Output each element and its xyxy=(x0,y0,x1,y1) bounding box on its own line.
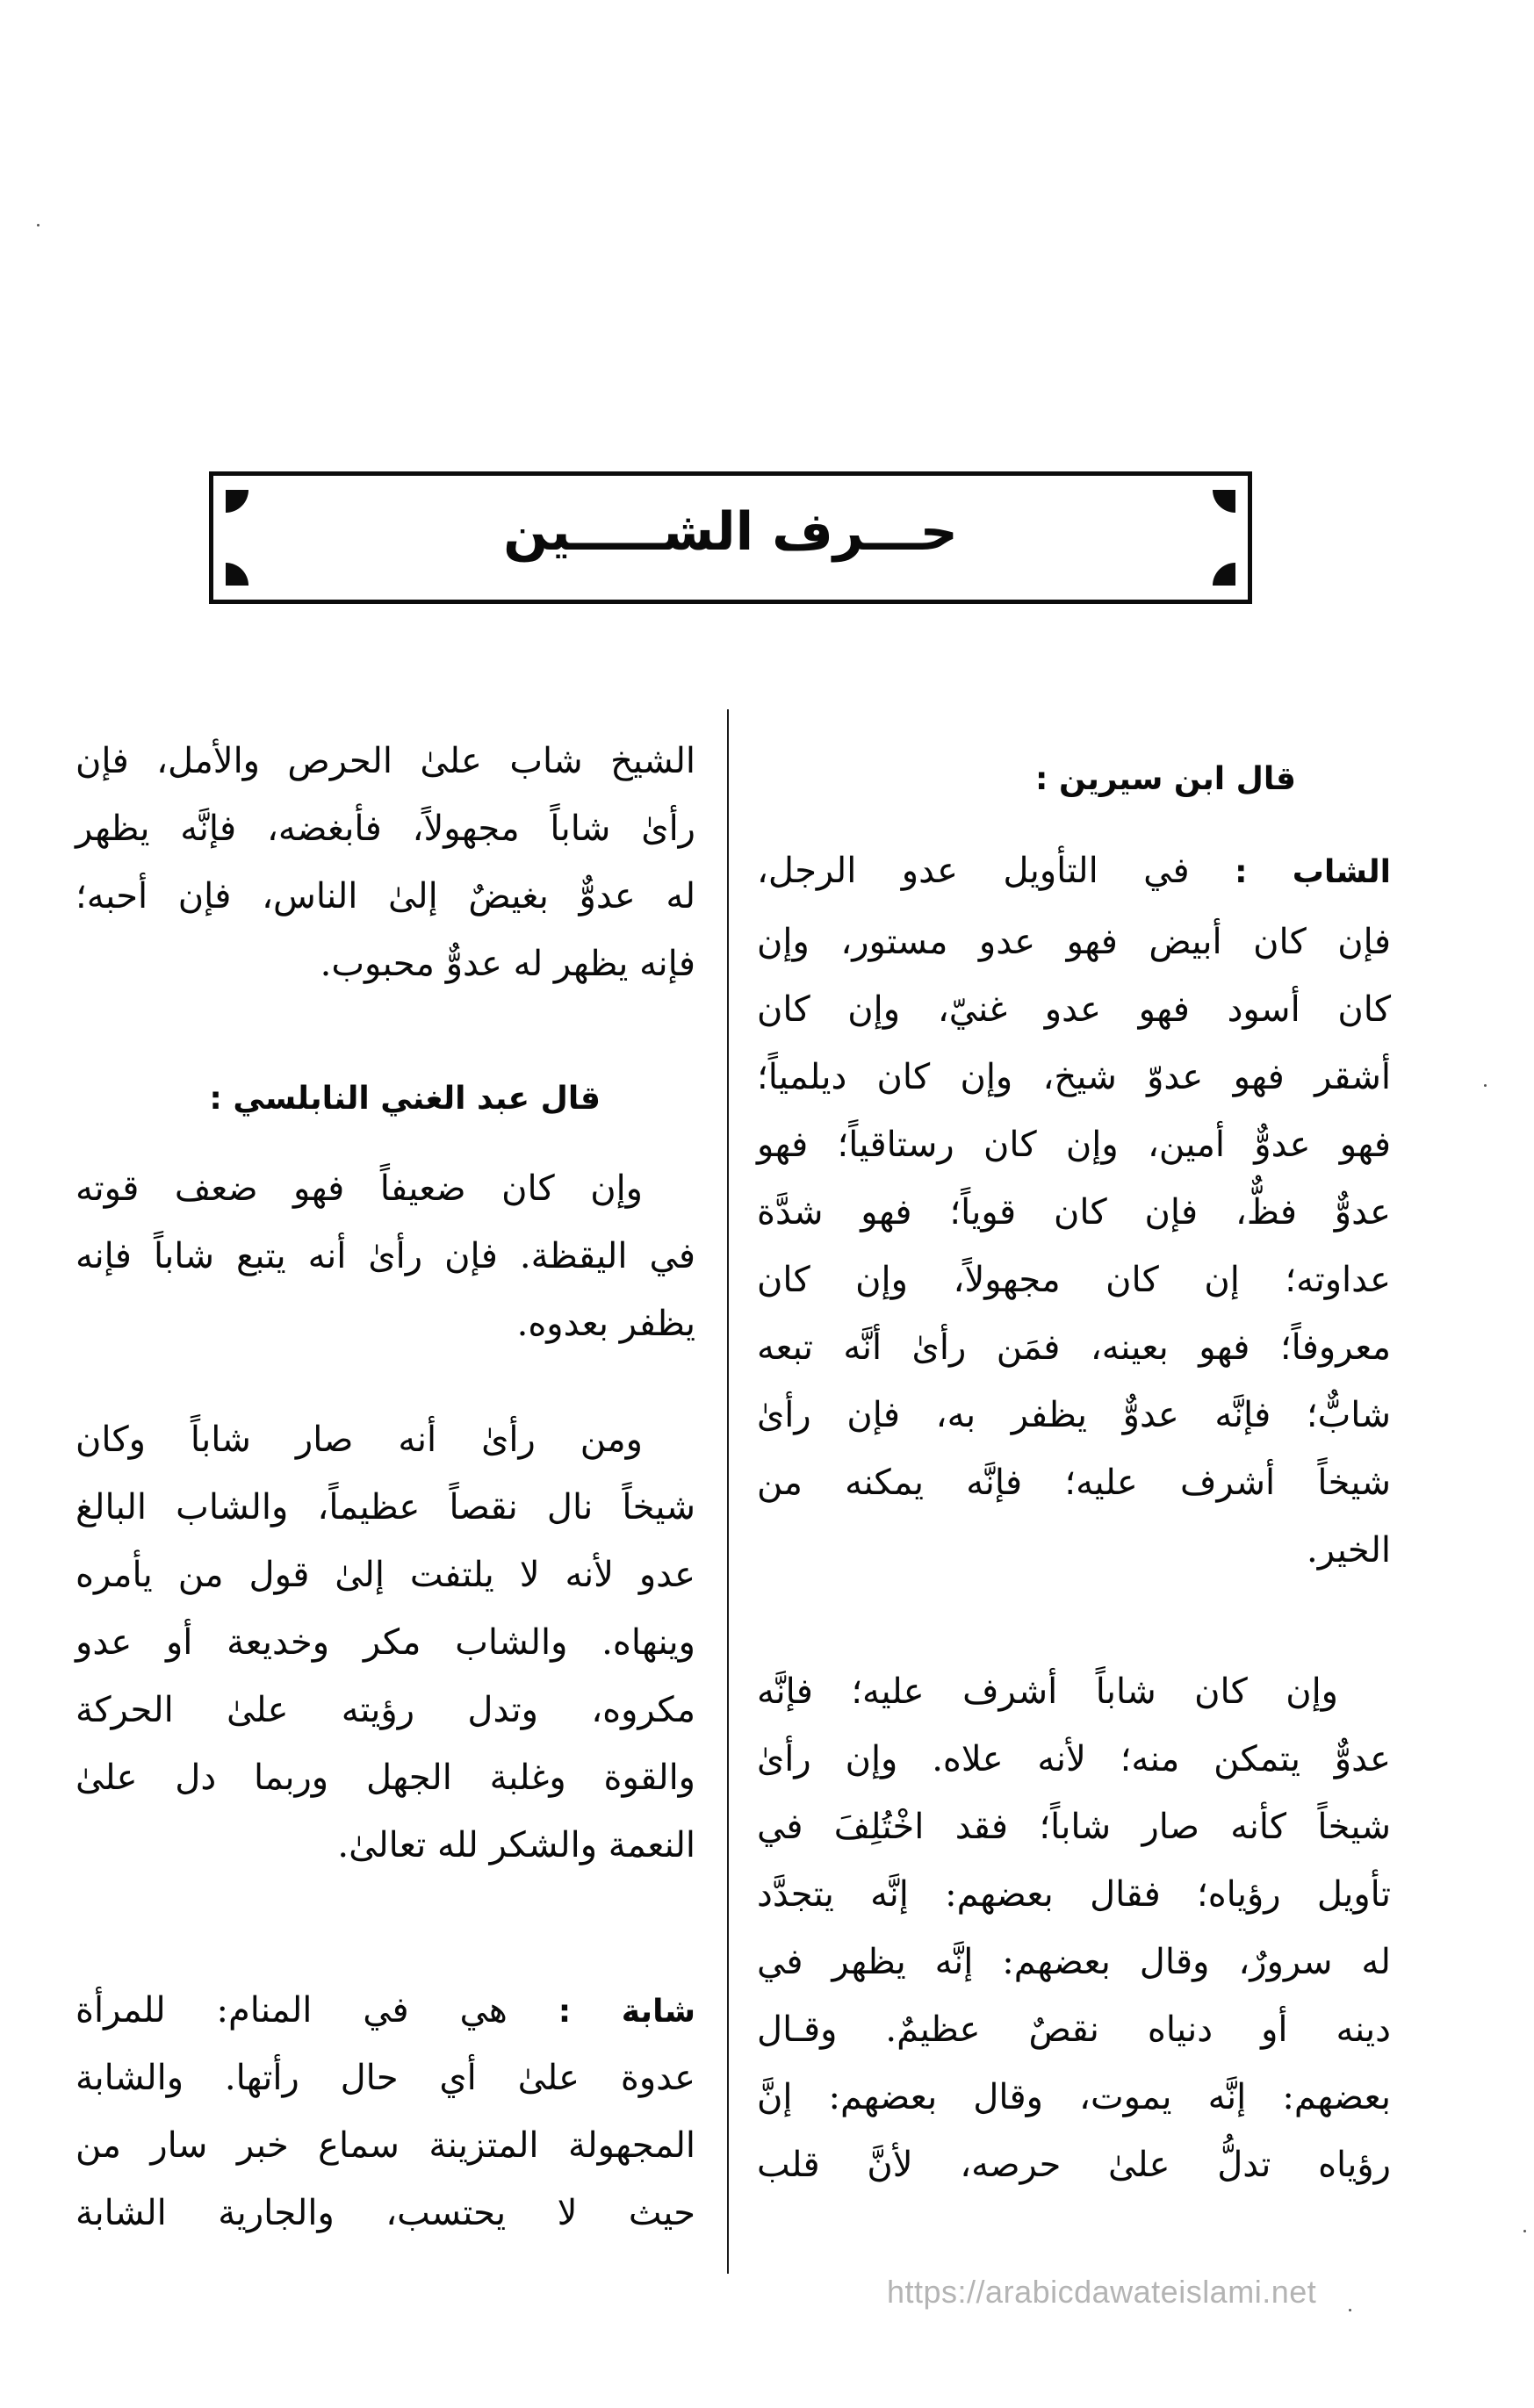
text-line: شابٌّ؛ فإنَّه عدوٌّ يظفر به، فإن رأىٰ xyxy=(757,1395,1391,1435)
text-line: والقوة وغلبة الجهل وربما دل علىٰ xyxy=(76,1757,695,1798)
entry-term: شابة : xyxy=(558,1994,695,2030)
text-line: فإنه يظهر له عدوٌّ محبوب. xyxy=(320,944,695,984)
text-line: ومن رأىٰ أنه صار شاباً وكان xyxy=(76,1420,643,1460)
section-heading: قال ابن سيرين : xyxy=(1035,761,1296,797)
scan-speck xyxy=(37,224,40,226)
text-line: له عدوٌّ بغيضٌ إلىٰ الناس، فإن أحبه؛ xyxy=(76,876,695,916)
text-line: شيخاً نال نقصاً عظيماً، والشاب البالغ xyxy=(76,1487,695,1527)
text-line: شيخاً كأنه صار شاباً؛ فقد اخْتُلِفَ في xyxy=(757,1807,1391,1847)
text-line xyxy=(757,845,1391,897)
text-line: رؤياه تدلُّ علىٰ حرصه، لأنَّ قلب xyxy=(757,2145,1391,2185)
text-line: عداوته؛ إن كان مجهولاً، وإن كان xyxy=(757,1260,1391,1300)
watermark-url: https://arabicdawateislami.net xyxy=(887,2274,1317,2310)
text-line: تأويل رؤياه؛ فقال بعضهم: إنَّه يتجدَّد xyxy=(757,1874,1391,1915)
text-line: وإن كان شاباً أشرف عليه؛ فإنَّه xyxy=(757,1671,1338,1712)
scan-speck xyxy=(1523,2230,1526,2232)
text-line: وينهاه. والشاب مكر وخديعة أو عدو xyxy=(76,1622,695,1663)
text-line: عدوة علىٰ أي حال رأتها. والشابة xyxy=(76,2058,695,2098)
scan-speck xyxy=(1349,2309,1351,2311)
text-line: فهو عدوٌّ أمين، وإن كان رستاقياً؛ فهو xyxy=(757,1125,1391,1165)
text-line-content: في التأويل عدو الرجل، xyxy=(757,851,1190,891)
section-heading: قال عبد الغني النابلسي : xyxy=(209,1081,601,1117)
text-line-content: هي في المنام: للمرأة xyxy=(76,1990,508,2031)
text-line: عدوٌّ يتمكن منه؛ لأنه علاه. وإن رأىٰ xyxy=(757,1739,1391,1779)
text-line: وإن كان ضعيفاً فهو ضعف قوته xyxy=(76,1168,643,1209)
text-line: يظفر بعدوه. xyxy=(516,1304,695,1344)
chapter-title-frame xyxy=(209,471,1252,604)
text-line: مكروه، وتدل رؤيته علىٰ الحركة xyxy=(76,1690,695,1730)
text-line: حيث لا يحتسب، والجارية الشابة xyxy=(76,2193,695,2233)
text-line: كان أسود فهو عدو غنيّ، وإن كان xyxy=(757,989,1391,1030)
chapter-title: حـــرف الشـــــين xyxy=(503,501,958,563)
text-line: بعضهم: إنَّه يموت، وقال بعضهم: إنَّ xyxy=(757,2077,1391,2117)
column-divider xyxy=(727,709,729,2274)
text-line: الشيخ شاب علىٰ الحرص والأمل، فإن xyxy=(76,741,695,781)
text-line: الخير. xyxy=(1307,1530,1391,1571)
text-line: عدوٌّ فظٌّ، فإن كان قوياً؛ فهو شدَّة xyxy=(757,1192,1391,1233)
text-line: شيخاً أشرف عليه؛ فإنَّه يمكنه من xyxy=(757,1463,1391,1503)
scan-speck xyxy=(1484,1084,1487,1087)
text-line xyxy=(76,1984,695,2037)
text-line: معروفاً؛ فهو بعينه، فمَن رأىٰ أنَّه تبعه xyxy=(757,1327,1391,1368)
text-line: فإن كان أبيض فهو عدو مستور، وإن xyxy=(757,922,1391,962)
text-line: له سرورٌ، وقال بعضهم: إنَّه يظهر في xyxy=(757,1942,1391,1982)
text-line: في اليقظة. فإن رأىٰ أنه يتبع شاباً فإنه xyxy=(76,1236,695,1276)
entry-term: الشاب : xyxy=(1235,854,1391,890)
text-line: المجهولة المتزينة سماع خبر سار من xyxy=(76,2125,695,2166)
text-line: أشقر فهو عدوّ شيخ، وإن كان ديلمياً؛ xyxy=(757,1057,1391,1097)
text-line: عدو لأنه لا يلتفت إلىٰ قول من يأمره xyxy=(76,1555,695,1595)
text-line: النعمة والشكر لله تعالىٰ. xyxy=(337,1825,695,1865)
text-line: دينه أو دنياه نقصٌ عظيمٌ. وقـال xyxy=(757,2009,1391,2050)
text-line: رأىٰ شاباً مجهولاً، فأبغضه، فإنَّه يظهر xyxy=(76,809,695,849)
